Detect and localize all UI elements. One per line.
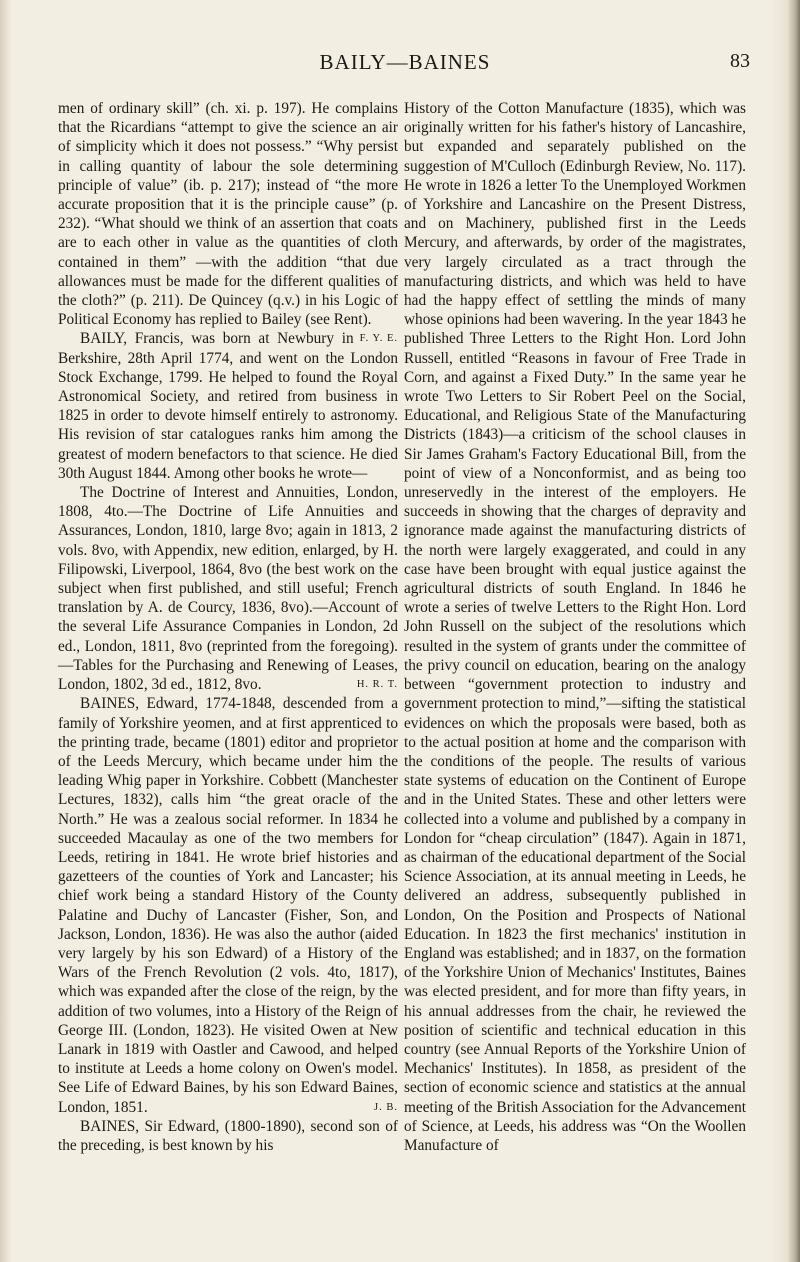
- signature-baines: J. B.: [374, 1101, 398, 1113]
- entry-baines-sir-edward: BAINES, Sir Edward, (1800-1890), second son of the preceding, is best known by his: [58, 1117, 398, 1154]
- page-right-edge: [788, 0, 800, 1262]
- signature-baily: H. R. T.: [356, 679, 398, 691]
- entry-baily-francis: BAILY, Francis, was born at Newbury in Berkshire, 28th April 1774, and went on the London Stock Exchange, 1799. He helped to found the Royal Astronomical Society, and retired from business in 1825 in order to devote himself entirely to astronomy. His revision of star catalogues ranks him among the greatest of modern benefactors to that science. He died 30th August 1844. Among other books he wrote—: [58, 330, 398, 482]
- paragraph-bailey-continuation: men of ordinary skill” (ch. xi. p. 197). He complains that the Ricardians “attempt to give the science an air of simplicity which it does not possess.” “Why persist in calling quantity of labour the sole determining principle of value” (ib. p. 217); instead of “the more accurate proposition that it is the principle cause” (p. 232). “What should we think of an assertion that coats are to each other in value as the quantities of cloth contained in them” —with the addition “that due allowances must be made for the different qualities of the cloth?” (p. 211). De Quincey (q.v.) in his Logic of Political Economy has replied to Bailey (see Rent). F. Y. E.: [58, 99, 398, 329]
- running-head: BAILY—BAINES: [319, 50, 491, 74]
- page-left-edge: [0, 0, 10, 1262]
- left-column: [58, 99, 398, 1155]
- signature-bailey: F. Y. E.: [359, 333, 398, 345]
- right-column: [404, 99, 746, 1155]
- entry-baines-edward: BAINES, Edward, 1774-1848, descended from a family of Yorkshire yeomen, and at first apprenticed to the printing trade, became (1801) editor and proprietor of the Leeds Mercury, which became under him the leading Whig paper in Yorkshire. Cobbett (Manchester Lectures, 1832), calls him “the great oracle of the North.” He was a zealous social reformer. In 1834 he succeeded Macaulay as one of the two members for Leeds, retiring in 1841. He wrote brief histories and gazetteers of the counties of York and Lancaster; his chief work being a standard History of the County Palatine and Duchy of Lancaster (Fisher, Son, and Jackson, London, 1836). He was also the author (aided very largely by his son Edward) of a History of the Wars of the French Revolution (2 vols. 4to, 1817), which was expanded after the close of the reign, by the addition of two volumes, into a History of the Reign of George III. (London, 1823). He visited Owen at New Lanark in 1819 with Oastler and Cawood, and helped to institute at Leeds a home colony on Owen's model. See Life of Edward Baines, by his son Edward Baines, London, 1851. J. B.: [58, 695, 398, 1116]
- works-list-baily: The Doctrine of Interest and Annuities, London, 1808, 4to.—The Doctrine of Life Annuities and Assurances, London, 1810, large 8vo; again in 1813, 2 vols. 8vo, with Appendix, new edition, enlarged, by H. Filipowski, Liverpool, 1864, 8vo (the best work on the subject when first published, and still useful; French translation by A. de Courcy, 1836, 8vo).—Account of the several Life Assurance Companies in London, 2d ed., London, 1811, 8vo (reprinted from the foregoing).—Tables for the Purchasing and Renewing of Leases, London, 1802, 3d ed., 1812, 8vo. H. R. T.: [58, 484, 398, 694]
- paragraph-baines-continuation: History of the Cotton Manufacture (1835), which was originally written for his father's history of Lancashire, but expanded and separately published on the suggestion of M'Culloch (Edinburgh Review, No. 117). He wrote in 1826 a letter To the Unemployed Workmen of Yorkshire and Lancashire on the Present Distress, and on Machinery, published first in the Leeds Mercury, and afterwards, by order of the magistrates, very largely circulated as a tract through the manufacturing districts, and which was held to have had the happy effect of settling the minds of many whose opinions had been wavering. In the year 1843 he published Three Letters to the Right Hon. Lord John Russell, entitled “Reasons in favour of Free Trade in Corn, and against a Fixed Duty.” In the same year he wrote Two Letters to Sir Robert Peel on the Social, Educational, and Religious State of the Manufacturing Districts (1843)—a criticism of the school clauses in Sir James Graham's Factory Educational Bill, from the point of view of a Nonconformist, and as being too unreservedly in the interest of the employers. He succeeds in showing that the charges of depravity and ignorance made against the manufacturing districts of the north were largely exaggerated, and could in any case have been brought with equal justice against the agricultural districts of south England. In 1846 he wrote a series of twelve Letters to the Right Hon. Lord John Russell on the subject of the resolutions which resulted in the system of grants under the committee of the privy council on education, bearing on the analogy between “government protection to industry and government protection to mind,”—sifting the statistical evidences on which the proposals were based, both as to the actual position at home and the comparison with the conditions of the people. The results of various state systems of education on the Continent of Europe and in the United States. These and other letters were collected into a volume and published by a company in London for “cheap circulation” (1847). Again in 1871, as chairman of the educational department of the Social Science Association, at its annual meeting in Leeds, he delivered an address, subsequently published in London, On the Position and Prospects of National Education. In 1823 the first mechanics' institution in England was established; and in 1837, on the formation of the Yorkshire Union of Mechanics' Institutes, Baines was elected president, and for more than fifty years, in his annual addresses from the chair, he reviewed the position of scientific and technical education in this country (see Annual Reports of the Yorkshire Union of Mechanics' Institutes). In 1858, as president of the section of economic science and statistics at the annual meeting of the British Association for the Advancement of Science, at Leeds, his address was “On the Woollen Manufacture of: [404, 100, 746, 1154]
- page-header: [60, 50, 750, 80]
- page-number: 83: [730, 50, 750, 72]
